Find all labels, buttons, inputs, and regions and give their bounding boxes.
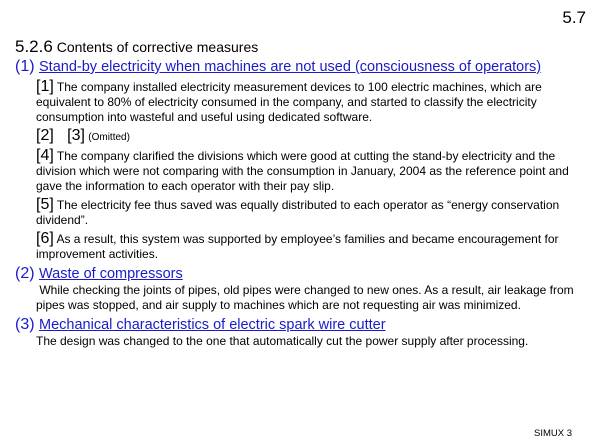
- list-item: [36, 148, 584, 194]
- slide-number: 5.7: [562, 8, 586, 27]
- subsection-label: (3): [15, 316, 35, 333]
- footer-label: SIMUX 3: [533, 428, 572, 439]
- item-number: [5]: [36, 196, 54, 213]
- list-item: [36, 79, 584, 125]
- item-text: The company installed electricity measurement devices to 100 electric machines, which are equivalent to 80% of electricity consumed in the company, and started to classify the electricity consumption into wasteful and useful using dedicated software.: [36, 80, 542, 124]
- list-item: [36, 197, 584, 228]
- subsection-heading-text: Waste of compressors: [39, 266, 183, 282]
- item-number: [1]: [36, 78, 54, 95]
- item-text: The company clarified the divisions which were good at cutting the stand-by electricity and the division which were not comparing with the consumption in January, 2004 as the reference point and gave the information to each operator with their pay slip.: [36, 149, 569, 193]
- content: [0, 58, 600, 349]
- item-text: As a result, this system was supported by employee’s families and became encouragement for improvement activities.: [36, 232, 559, 261]
- subsection-heading-text: Stand-by electricity when machines are not used (consciousness of operators): [39, 59, 542, 75]
- subsection-heading-text: Mechanical characteristics of electric spark wire cutter: [39, 317, 386, 333]
- page-title: [15, 37, 258, 57]
- item-text: The electricity fee thus saved was equally distributed to each operator as “energy conservation dividend”.: [36, 198, 560, 227]
- subsection-body: While checking the joints of pipes, old pipes were changed to new ones. As a result, air leakage from pipes was stopped, and air supply to machines which are not requesting air was minimized.: [36, 283, 577, 312]
- item-number: [2] [3]: [36, 127, 85, 144]
- subsection-body: The design was changed to the one that automatically cut the power supply after processing.: [36, 334, 529, 348]
- subsection-label: (1): [15, 58, 35, 75]
- item-number: [4]: [36, 147, 54, 164]
- list-item: [36, 128, 584, 145]
- subsection-heading-3: [15, 316, 600, 334]
- subsection-heading-2: [15, 265, 600, 283]
- subsection-heading-1: [15, 58, 600, 76]
- item-text: (Omitted): [88, 132, 130, 143]
- section-number: 5.2.6: [15, 37, 53, 56]
- section-title-text: Contents of corrective measures: [56, 39, 259, 55]
- item-number: [6]: [36, 230, 54, 247]
- subsection-label: (2): [15, 265, 35, 282]
- list-item: [36, 231, 584, 262]
